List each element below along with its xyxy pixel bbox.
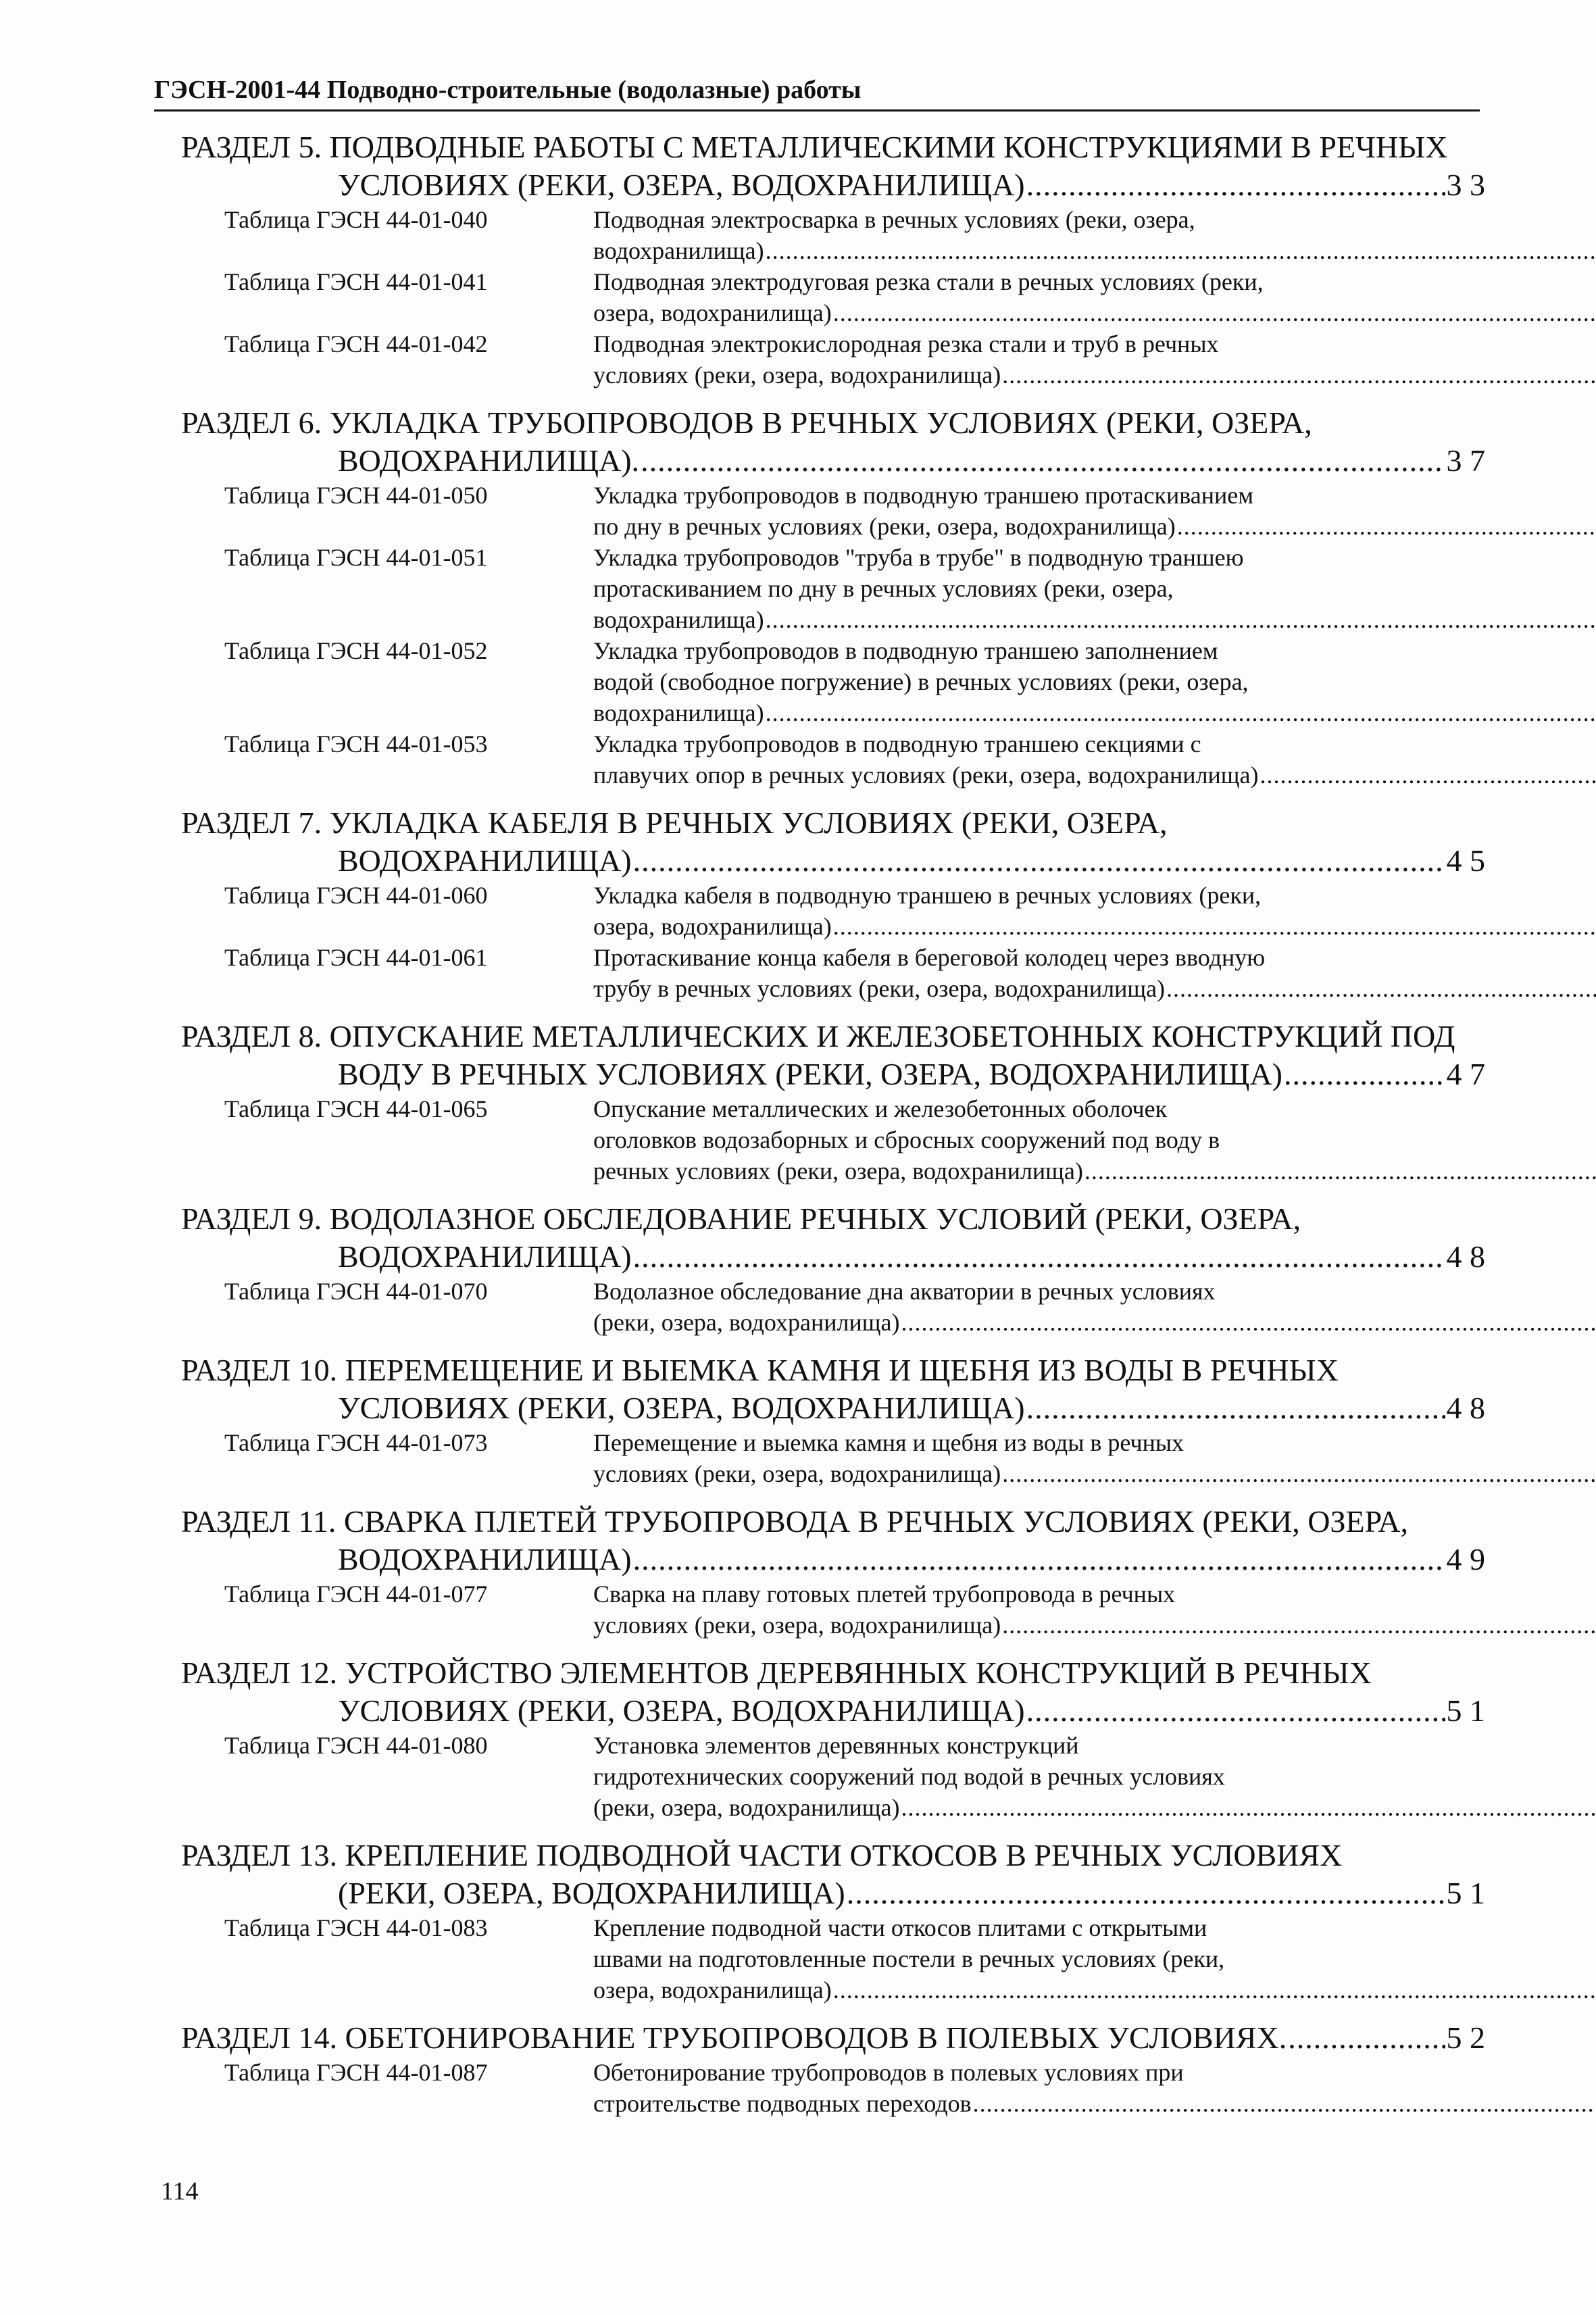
section-title-line [181, 442, 1485, 480]
section-page-number: 4 8 [1446, 1239, 1485, 1274]
section-page-number: 5 1 [1446, 1693, 1485, 1728]
dot-leader [1284, 1055, 1445, 1093]
section-title-text: ВОДОХРАНИЛИЩА) [338, 843, 632, 878]
toc-entry [181, 1912, 1485, 2006]
table-of-contents [181, 128, 1485, 2133]
section-title-line: РАЗДЕЛ 7. УКЛАДКА КАБЕЛЯ В РЕЧНЫХ УСЛОВИЯХ (РЕКИ, ОЗЕРА, [181, 805, 1168, 840]
dot-leader [833, 1974, 1596, 2006]
section-title-text: (РЕКИ, ОЗЕРА, ВОДОХРАНИЛИЩА) [338, 1876, 845, 1910]
section-title-text: ВОДУ В РЕЧНЫХ УСЛОВИЯХ (РЕКИ, ОЗЕРА, ВОДОХРАНИЛИЩА) [338, 1057, 1282, 1091]
dot-leader [633, 1541, 1445, 1578]
toc-entry [181, 1276, 1485, 1338]
dot-leader [1177, 511, 1596, 542]
section-title-line [181, 166, 1485, 204]
dot-leader [901, 1307, 1596, 1338]
entry-line [593, 1792, 1596, 1823]
table-label: Таблица ГЭСН 44-01-065 [224, 1095, 488, 1122]
section-title-text: УСЛОВИЯХ (РЕКИ, ОЗЕРА, ВОДОХРАНИЛИЩА) [338, 1391, 1025, 1425]
section-title-line: РАЗДЕЛ 9. ВОДОЛАЗНОЕ ОБСЛЕДОВАНИЕ РЕЧНЫХ УСЛОВИЙ (РЕКИ, ОЗЕРА, [181, 1201, 1301, 1236]
entry-description [593, 635, 1596, 728]
toc-entry [181, 266, 1485, 328]
table-label: Таблица ГЭСН 44-01-040 [224, 206, 488, 233]
entry-line: Установка элементов деревянных конструкций [593, 1732, 1079, 1759]
entry-line: Подводная электрокислородная резка стали и труб в речных [593, 330, 1219, 357]
dot-leader [641, 442, 1445, 480]
table-label: Таблица ГЭСН 44-01-042 [224, 330, 488, 357]
entry-description [593, 1730, 1596, 1823]
section-title-line [181, 1541, 1485, 1578]
entry-line: Укладка кабеля в подводную траншею в речных условиях (реки, [593, 882, 1262, 909]
section-page-number: 3 7 [1446, 443, 1485, 478]
section-title-text: ВОДОХРАНИЛИЩА) [338, 1542, 632, 1576]
dot-leader [1260, 760, 1596, 791]
entry-line [593, 1610, 1596, 1641]
entry-description [593, 728, 1596, 791]
section-title-line: РАЗДЕЛ 11. СВАРКА ПЛЕТЕЙ ТРУБОПРОВОДА В РЕЧНЫХ УСЛОВИЯХ (РЕКИ, ОЗЕРА, [181, 1504, 1409, 1539]
entry-line [593, 1155, 1596, 1187]
entry-text: водохранилища) [593, 237, 764, 264]
toc-section [181, 2019, 1485, 2119]
section-title-line: РАЗДЕЛ 5. ПОДВОДНЫЕ РАБОТЫ С МЕТАЛЛИЧЕСКИМИ КОНСТРУКЦИЯМИ В РЕЧНЫХ [181, 130, 1448, 164]
entry-description [593, 1578, 1596, 1641]
table-label: Таблица ГЭСН 44-01-061 [224, 944, 488, 971]
section-title-line [181, 842, 1485, 880]
entry-line: Сварка на плаву готовых плетей трубопровода в речных [593, 1580, 1176, 1608]
entry-line [593, 911, 1596, 942]
section-title-text: ВОДОХРАНИЛИЩА). [338, 443, 640, 478]
toc-entry [181, 480, 1485, 542]
entry-description [593, 1912, 1596, 2006]
entry-description [593, 1276, 1596, 1338]
entry-line [593, 604, 1596, 635]
section-title-line [181, 1055, 1485, 1093]
toc-section [181, 804, 1485, 1004]
entry-line: Укладка трубопроводов в подводную траншею протаскиванием [593, 482, 1254, 509]
entry-text: (реки, озера, водохранилища) [593, 1309, 900, 1336]
page-number: 114 [161, 2177, 199, 2206]
dot-leader [766, 235, 1596, 266]
section-title-line: РАЗДЕЛ 6. УКЛАДКА ТРУБОПРОВОДОВ В РЕЧНЫХ УСЛОВИЯХ (РЕКИ, ОЗЕРА, [181, 405, 1312, 440]
table-label: Таблица ГЭСН 44-01-077 [224, 1580, 488, 1608]
entry-description [593, 880, 1596, 942]
entry-description [593, 204, 1596, 266]
entry-description [593, 328, 1596, 391]
entry-line: Крепление подводной части откосов плитами с открытыми [593, 1914, 1207, 1941]
table-label: Таблица ГЭСН 44-01-080 [224, 1732, 488, 1759]
entry-line [593, 511, 1596, 542]
page-header: ГЭСН-2001-44 Подводно-строительные (водолазные) работы [154, 73, 1480, 111]
dot-leader [1026, 1389, 1445, 1427]
toc-section [181, 404, 1485, 791]
section-title-text: УСЛОВИЯХ (РЕКИ, ОЗЕРА, ВОДОХРАНИЛИЩА) [338, 1693, 1025, 1728]
entry-description [593, 480, 1596, 542]
section-page-number: 4 8 [1446, 1391, 1485, 1425]
entry-line [593, 297, 1596, 328]
section-title-line [181, 1874, 1485, 1912]
entry-text: озера, водохранилища) [593, 1976, 832, 2003]
section-page-number: 5 1 [1446, 1876, 1485, 1910]
dot-leader [973, 2088, 1596, 2119]
dot-leader [1026, 166, 1445, 204]
entry-line: протаскиванием по дну в речных условиях (реки, озера, [593, 575, 1174, 602]
entry-line [593, 1458, 1596, 1489]
section-title-line [181, 2019, 1485, 2057]
section-title-line: РАЗДЕЛ 12. УСТРОЙСТВО ЭЛЕМЕНТОВ ДЕРЕВЯННЫХ КОНСТРУКЦИЙ В РЕЧНЫХ [181, 1656, 1372, 1690]
entry-text: водохранилища) [593, 606, 764, 633]
section-page-number: 4 7 [1446, 1057, 1485, 1091]
entry-line: Укладка трубопроводов в подводную траншею заполнением [593, 637, 1218, 664]
entry-line: Укладка трубопроводов в подводную траншею секциями с [593, 730, 1201, 757]
entry-line: Протаскивание конца кабеля в береговой колодец через вводную [593, 944, 1266, 971]
dot-leader [1026, 1692, 1445, 1730]
toc-entry [181, 542, 1485, 635]
toc-entry [181, 1578, 1485, 1641]
entry-line: гидротехнических сооружений под водой в речных условиях [593, 1763, 1225, 1790]
table-label: Таблица ГЭСН 44-01-070 [224, 1278, 488, 1305]
entry-line: швами на подготовленные постели в речных условиях (реки, [593, 1945, 1225, 1972]
toc-entry [181, 1093, 1485, 1187]
dot-leader [766, 604, 1596, 635]
section-title-line [181, 1389, 1485, 1427]
entry-text: речных условиях (реки, озера, водохранилища) [593, 1158, 1083, 1185]
entry-line [593, 235, 1596, 266]
entry-line: Подводная электросварка в речных условиях (реки, озера, [593, 206, 1195, 233]
table-label: Таблица ГЭСН 44-01-083 [224, 1914, 488, 1941]
entry-text: озера, водохранилища) [593, 913, 832, 940]
section-title-text: ВОДОХРАНИЛИЩА) [338, 1239, 632, 1274]
entry-line: Водолазное обследование дна акватории в речных условиях [593, 1278, 1216, 1305]
dot-leader [1002, 1458, 1596, 1489]
entry-text: водохранилища) [593, 699, 764, 726]
entry-line [593, 2088, 1596, 2119]
entry-line: Подводная электродуговая резка стали в речных условиях (реки, [593, 268, 1264, 295]
toc-section [181, 1018, 1485, 1187]
toc-entry [181, 328, 1485, 391]
section-title-line: РАЗДЕЛ 10. ПЕРЕМЕЩЕНИЕ И ВЫЕМКА КАМНЯ И ЩЕБНЯ ИЗ ВОДЫ В РЕЧНЫХ [181, 1353, 1339, 1387]
toc-section [181, 1200, 1485, 1338]
entry-line: Опускание металлических и железобетонных оболочек [593, 1095, 1168, 1122]
section-page-number: 5 2 [1446, 2020, 1485, 2055]
dot-leader [1002, 1610, 1596, 1641]
table-label: Таблица ГЭСН 44-01-041 [224, 268, 488, 295]
section-page-number: 3 3 [1446, 168, 1485, 202]
entry-text: условиях (реки, озера, водохранилища) [593, 362, 1001, 389]
table-label: Таблица ГЭСН 44-01-087 [224, 2059, 488, 2086]
entry-text: трубу в речных условиях (реки, озера, водохранилища) [593, 975, 1166, 1002]
dot-leader [1166, 973, 1596, 1004]
entry-text: условиях (реки, озера, водохранилища) [593, 1460, 1001, 1487]
table-label: Таблица ГЭСН 44-01-050 [224, 482, 488, 509]
section-title-line: РАЗДЕЛ 13. КРЕПЛЕНИЕ ПОДВОДНОЙ ЧАСТИ ОТКОСОВ В РЕЧНЫХ УСЛОВИЯХ [181, 1838, 1343, 1872]
entry-text: по дну в речных условиях (реки, озера, водохранилища) [593, 513, 1176, 540]
entry-description [593, 542, 1596, 635]
entry-text: строительстве подводных переходов [593, 2090, 972, 2117]
dot-leader [1002, 359, 1596, 391]
toc-entry [181, 2057, 1485, 2119]
table-label: Таблица ГЭСН 44-01-053 [224, 730, 488, 757]
entry-line: водой (свободное погружение) в речных условиях (реки, озера, [593, 668, 1249, 695]
dot-leader [833, 297, 1596, 328]
toc-section [181, 128, 1485, 391]
entry-line [593, 697, 1596, 728]
entry-description [593, 1427, 1596, 1489]
toc-section [181, 1503, 1485, 1641]
dot-leader [1084, 1155, 1596, 1187]
entry-line [593, 1974, 1596, 2006]
toc-section [181, 1654, 1485, 1823]
dot-leader [633, 1238, 1445, 1276]
toc-entry [181, 880, 1485, 942]
entry-text: (реки, озера, водохранилища) [593, 1794, 900, 1821]
entry-line: Перемещение и выемка камня и щебня из воды в речных [593, 1429, 1184, 1456]
entry-line: оголовков водозаборных и сбросных сооружений под воду в [593, 1126, 1220, 1153]
toc-section [181, 1351, 1485, 1489]
entry-line [593, 359, 1596, 391]
section-title-text: РАЗДЕЛ 14. ОБЕТОНИРОВАНИЕ ТРУБОПРОВОДОВ В ПОЛЕВЫХ УСЛОВИЯХ. [181, 2020, 1287, 2055]
toc-entry [181, 204, 1485, 266]
toc-entry [181, 1730, 1485, 1823]
entry-line: Укладка трубопроводов "труба в трубе" в подводную траншею [593, 544, 1244, 571]
entry-description [593, 1093, 1596, 1187]
entry-text: условиях (реки, озера, водохранилища) [593, 1612, 1001, 1639]
dot-leader [633, 842, 1445, 880]
dot-leader [901, 1792, 1596, 1823]
dot-leader [833, 911, 1596, 942]
toc-entry [181, 728, 1485, 791]
toc-entry [181, 942, 1485, 1004]
entry-text: озера, водохранилища) [593, 299, 832, 326]
entry-description [593, 2057, 1596, 2119]
entry-line [593, 1307, 1596, 1338]
table-label: Таблица ГЭСН 44-01-052 [224, 637, 488, 664]
toc-entry [181, 635, 1485, 728]
dot-leader [766, 697, 1596, 728]
toc-entry [181, 1427, 1485, 1489]
table-label: Таблица ГЭСН 44-01-051 [224, 544, 488, 571]
entry-description [593, 266, 1596, 328]
toc-section [181, 1837, 1485, 2006]
table-label: Таблица ГЭСН 44-01-060 [224, 882, 488, 909]
section-title-text: УСЛОВИЯХ (РЕКИ, ОЗЕРА, ВОДОХРАНИЛИЩА) [338, 168, 1025, 202]
dot-leader [1288, 2019, 1445, 2057]
entry-text: плавучих опор в речных условиях (реки, озера, водохранилища) [593, 762, 1259, 789]
section-page-number: 4 9 [1446, 1542, 1485, 1576]
entry-description [593, 942, 1596, 1004]
section-title-line [181, 1692, 1485, 1730]
entry-line: Обетонирование трубопроводов в полевых условиях при [593, 2059, 1184, 2086]
entry-line [593, 760, 1596, 791]
entry-line [593, 973, 1596, 1004]
section-title-line [181, 1238, 1485, 1276]
section-page-number: 4 5 [1446, 843, 1485, 878]
section-title-line: РАЗДЕЛ 8. ОПУСКАНИЕ МЕТАЛЛИЧЕСКИХ И ЖЕЛЕЗОБЕТОННЫХ КОНСТРУКЦИЙ ПОД [181, 1019, 1455, 1053]
table-label: Таблица ГЭСН 44-01-073 [224, 1429, 488, 1456]
dot-leader [847, 1874, 1445, 1912]
